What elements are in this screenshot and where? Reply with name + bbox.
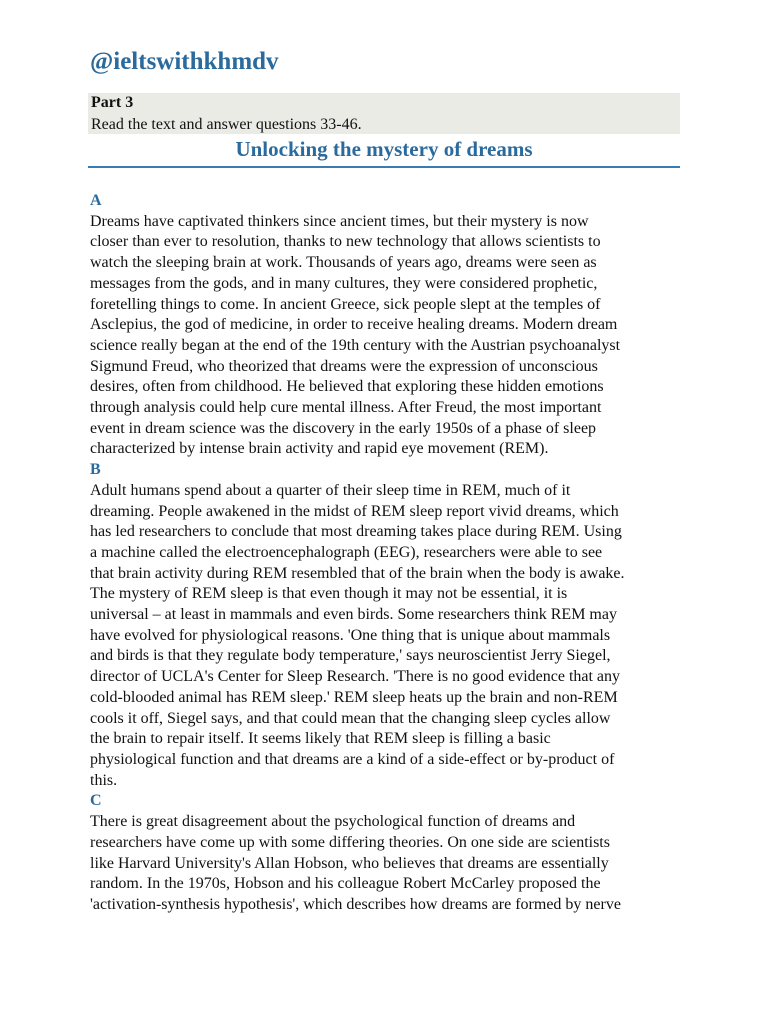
text-line: watch the sleeping brain at work. Thousands of years ago, dreams were seen as [90, 254, 597, 272]
part-label: Part 3 [91, 94, 134, 111]
text-line: closer than ever to resolution, thanks to new technology that allows scientists to [90, 233, 601, 251]
text-line: Dreams have captivated thinkers since ancient times, but their mystery is now [90, 212, 589, 230]
text-line: that brain activity during REM resembled that of the brain when the body is awake. [90, 564, 625, 582]
text-line: messages from the gods, and in many cultures, they were considered prophetic, [90, 274, 598, 292]
section-letter: C [90, 792, 102, 810]
text-line: a machine called the electroencephalograph (EEG), researchers were able to see [90, 543, 603, 561]
text-line: dreaming. People awakened in the midst of REM sleep report vivid dreams, which [90, 502, 619, 520]
text-line: researchers have come up with some differing theories. On one side are scientists [90, 833, 610, 851]
text-line: like Harvard University's Allan Hobson, who believes that dreams are essentially [90, 854, 609, 872]
text-line: director of UCLA's Center for Sleep Research. 'There is no good evidence that any [90, 668, 621, 686]
text-line: has led researchers to conclude that most dreaming takes place during REM. Using [90, 523, 622, 541]
text-line: this. [90, 771, 118, 789]
text-line: and birds is that they regulate body temperature,' says neuroscientist Jerry Siegel, [90, 647, 611, 665]
article-title: Unlocking the mystery of dreams [235, 137, 533, 161]
text-line: The mystery of REM sleep is that even though it may not be essential, it is [90, 585, 568, 603]
text-line: cold-blooded animal has REM sleep.' REM sleep heats up the brain and non-REM [90, 688, 618, 706]
text-line: cools it off, Siegel says, and that could mean that the changing sleep cycles allow [90, 709, 611, 727]
article-body [90, 191, 690, 916]
text-line: foretelling things to come. In ancient Greece, sick people slept at the temples of [90, 295, 601, 313]
section-c [90, 791, 690, 915]
title-divider [88, 166, 680, 168]
text-line: characterized by intense brain activity and rapid eye movement (REM). [90, 440, 549, 458]
text-line: through analysis could help cure mental illness. After Freud, the most important [90, 399, 602, 417]
text-line: 'activation-synthesis hypothesis', which describes how dreams are formed by nerve [90, 895, 621, 913]
text-line: Asclepius, the god of medicine, in order to receive healing dreams. Modern dream [90, 316, 618, 334]
section-letter: A [90, 192, 102, 209]
section-b [90, 460, 690, 791]
section-letter: B [90, 461, 101, 479]
text-line: Adult humans spend about a quarter of their sleep time in REM, much of it [90, 481, 571, 499]
text-line: random. In the 1970s, Hobson and his colleague Robert McCarley proposed the [90, 875, 601, 893]
section-a [90, 191, 690, 460]
text-line: There is great disagreement about the psychological function of dreams and [90, 813, 576, 831]
part-instruction: Read the text and answer questions 33-46. [91, 116, 362, 133]
text-line: physiological function and that dreams are a kind of a side-effect or by-product of [90, 750, 615, 768]
text-line: universal – at least in mammals and even birds. Some researchers think REM may [90, 606, 617, 624]
text-line: have evolved for physiological reasons. 'One thing that is unique about mammals [90, 626, 611, 644]
text-line: event in dream science was the discovery in the early 1950s of a phase of sleep [90, 419, 597, 437]
author-handle: @ieltswithkhmdv [90, 48, 279, 75]
text-line: science really began at the end of the 19th century with the Austrian psychoanalyst [90, 336, 621, 354]
text-line: desires, often from childhood. He believed that exploring these hidden emotions [90, 378, 604, 396]
text-line: the brain to repair itself. It seems likely that REM sleep is filling a basic [90, 730, 551, 748]
text-line: Sigmund Freud, who theorized that dreams were the expression of unconscious [90, 357, 598, 375]
